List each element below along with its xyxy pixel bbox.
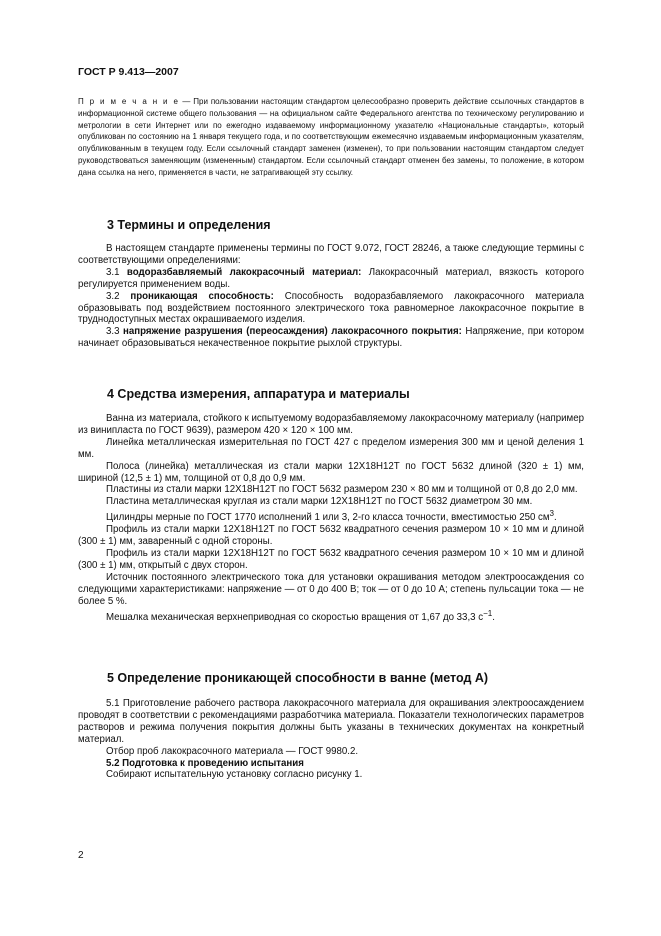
term-number: 3.2 — [106, 290, 120, 302]
section-3-intro: В настоящем стандарте применены термины по ГОСТ 9.072, ГОСТ 28246, а также следующие термины с соответствующими определениями: — [78, 243, 584, 266]
para-end: . — [492, 611, 495, 623]
superscript: 3 — [549, 509, 555, 519]
section-5-heading: 5 Определение проникающей способности в ванне (метод А) — [107, 671, 489, 685]
section-4-para — [78, 508, 584, 524]
term-definition: Напряжение, при котором начинает образовываться некачественное покрытие рыхлой структуры. — [78, 326, 584, 350]
term-3-1 — [78, 267, 584, 291]
section-4-para — [78, 608, 584, 624]
term-number: 3.1 — [106, 266, 120, 278]
section-5-para: 5.1 Приготовление рабочего раствора лакокрасочного материала для окрашивания электроосаждением проводят в соответствии с рекомендациями разработчика материала. Показатели технологических параметров растворов и режима получения покрытия должны быть указаны в технических документах на конкретный материал. — [78, 698, 584, 745]
term-title: водоразбавляемый лакокрасочный материал: — [126, 266, 362, 278]
para-text: Мешалка механическая верхнеприводная со скоростью вращения от 1,67 до 33,3 с — [106, 611, 484, 623]
para-end: . — [554, 512, 557, 524]
section-4-para: Пластина металлическая круглая из стали марки 12Х18Н12Т по ГОСТ 5632 диаметром 30 мм. — [106, 496, 533, 508]
superscript: −1 — [483, 608, 493, 618]
note-text: — При пользовании настоящим стандартом целесообразно проверить действие ссылочных стандартов в информационной системе общего пользования — на официальном сайте Федерального агентства по техническому регулированию и метрологии в сети Интернет или по ежегодно издаваемому информационному указателю «Национальные стандарты», который опубликован по состоянию на 1 января текущего года, и по соответствующим ежемесячно издаваемым информационным указателям, опубликованным в текущем году. Если ссылочный стандарт заменен (изменен), то при пользовании настоящим стандартом следует руководствоваться заменяющим (измененным) стандартом. Если ссылочный стандарт отменен без замены, то положение, в котором дана ссылка на него, применяется в части, не затрагивающей эту ссылку. — [78, 97, 584, 177]
section-4-para: Источник постоянного электрического тока для установки окрашивания методом электроосаждения со следующими характеристиками: напряжение — от 0 до 400 В; ток — от 0 до 10 А; степень пульсации тока — не более 5 %. — [78, 572, 584, 607]
section-3-heading: 3 Термины и определения — [107, 218, 271, 232]
section-4-heading: 4 Средства измерения, аппаратура и материалы — [107, 387, 410, 401]
term-title: напряжение разрушения (переосаждения) лакокрасочного покрытия: — [123, 326, 462, 338]
section-4-para: Полоса (линейка) металлическая из стали марки 12Х18Н12Т по ГОСТ 5632 длиной (320 ± 1) мм, шириной (12,5 ± 1) мм, толщиной от 0,8 до 0,9 мм. — [78, 460, 584, 484]
note-label: П р и м е ч а н и е — [78, 97, 180, 106]
para-text: Цилиндры мерные по ГОСТ 1770 исполнений 1 или 3, 2-го класса точности, вместимостью 250 см — [106, 512, 550, 524]
section-5-para: Отбор проб лакокрасочного материала — ГОСТ 9980.2. — [106, 745, 359, 757]
term-3-3 — [78, 326, 584, 350]
term-title: проникающая способность: — [130, 290, 274, 302]
term-definition: Способность водоразбавляемого лакокрасочного материала образовывать под воздействием постоянного электрического тока равномерное лакокрасочное покрытие в труднодоступных местах окрашиваемого изделия. — [78, 290, 584, 326]
term-definition: Лакокрасочный материал, вязкость которого регулируется применением воды. — [78, 266, 584, 290]
term-3-2 — [78, 291, 584, 327]
section-4-para: Профиль из стали марки 12Х18Н12Т по ГОСТ 5632 квадратного сечения размером 10 × 10 мм и длиной (300 ± 1) мм, открытый с двух сторон. — [78, 548, 584, 572]
section-5-subheading: 5.2 Подготовка к проведению испытания — [106, 757, 304, 769]
note-block — [78, 96, 584, 179]
standard-id-header: ГОСТ Р 9.413—2007 — [78, 66, 179, 78]
section-4-para: Пластины из стали марки 12Х18Н12Т по ГОСТ 5632 размером 230 × 80 мм и толщиной от 0,8 до 2,0 мм. — [106, 484, 578, 496]
term-number: 3.3 — [106, 326, 120, 338]
section-3-body — [78, 243, 584, 350]
section-5-body — [78, 698, 584, 781]
section-5-para: Собирают испытательную установку согласно рисунку 1. — [106, 769, 363, 781]
section-4-body — [78, 413, 584, 624]
section-4-para: Линейка металлическая измерительная по ГОСТ 427 с пределом измерения 300 мм и ценой деления 1 мм. — [78, 436, 584, 460]
section-4-para: Ванна из материала, стойкого к испытуемому водоразбавляемому лакокрасочному материалу (например из винипласта по ГОСТ 9639), размером 420 × 120 × 100 мм. — [78, 413, 584, 436]
section-4-para: Профиль из стали марки 12Х18Н12Т по ГОСТ 5632 квадратного сечения размером 10 × 10 мм и длиной (300 ± 1) мм, заваренный с одной стороны. — [78, 524, 584, 548]
page-number: 2 — [78, 850, 84, 861]
